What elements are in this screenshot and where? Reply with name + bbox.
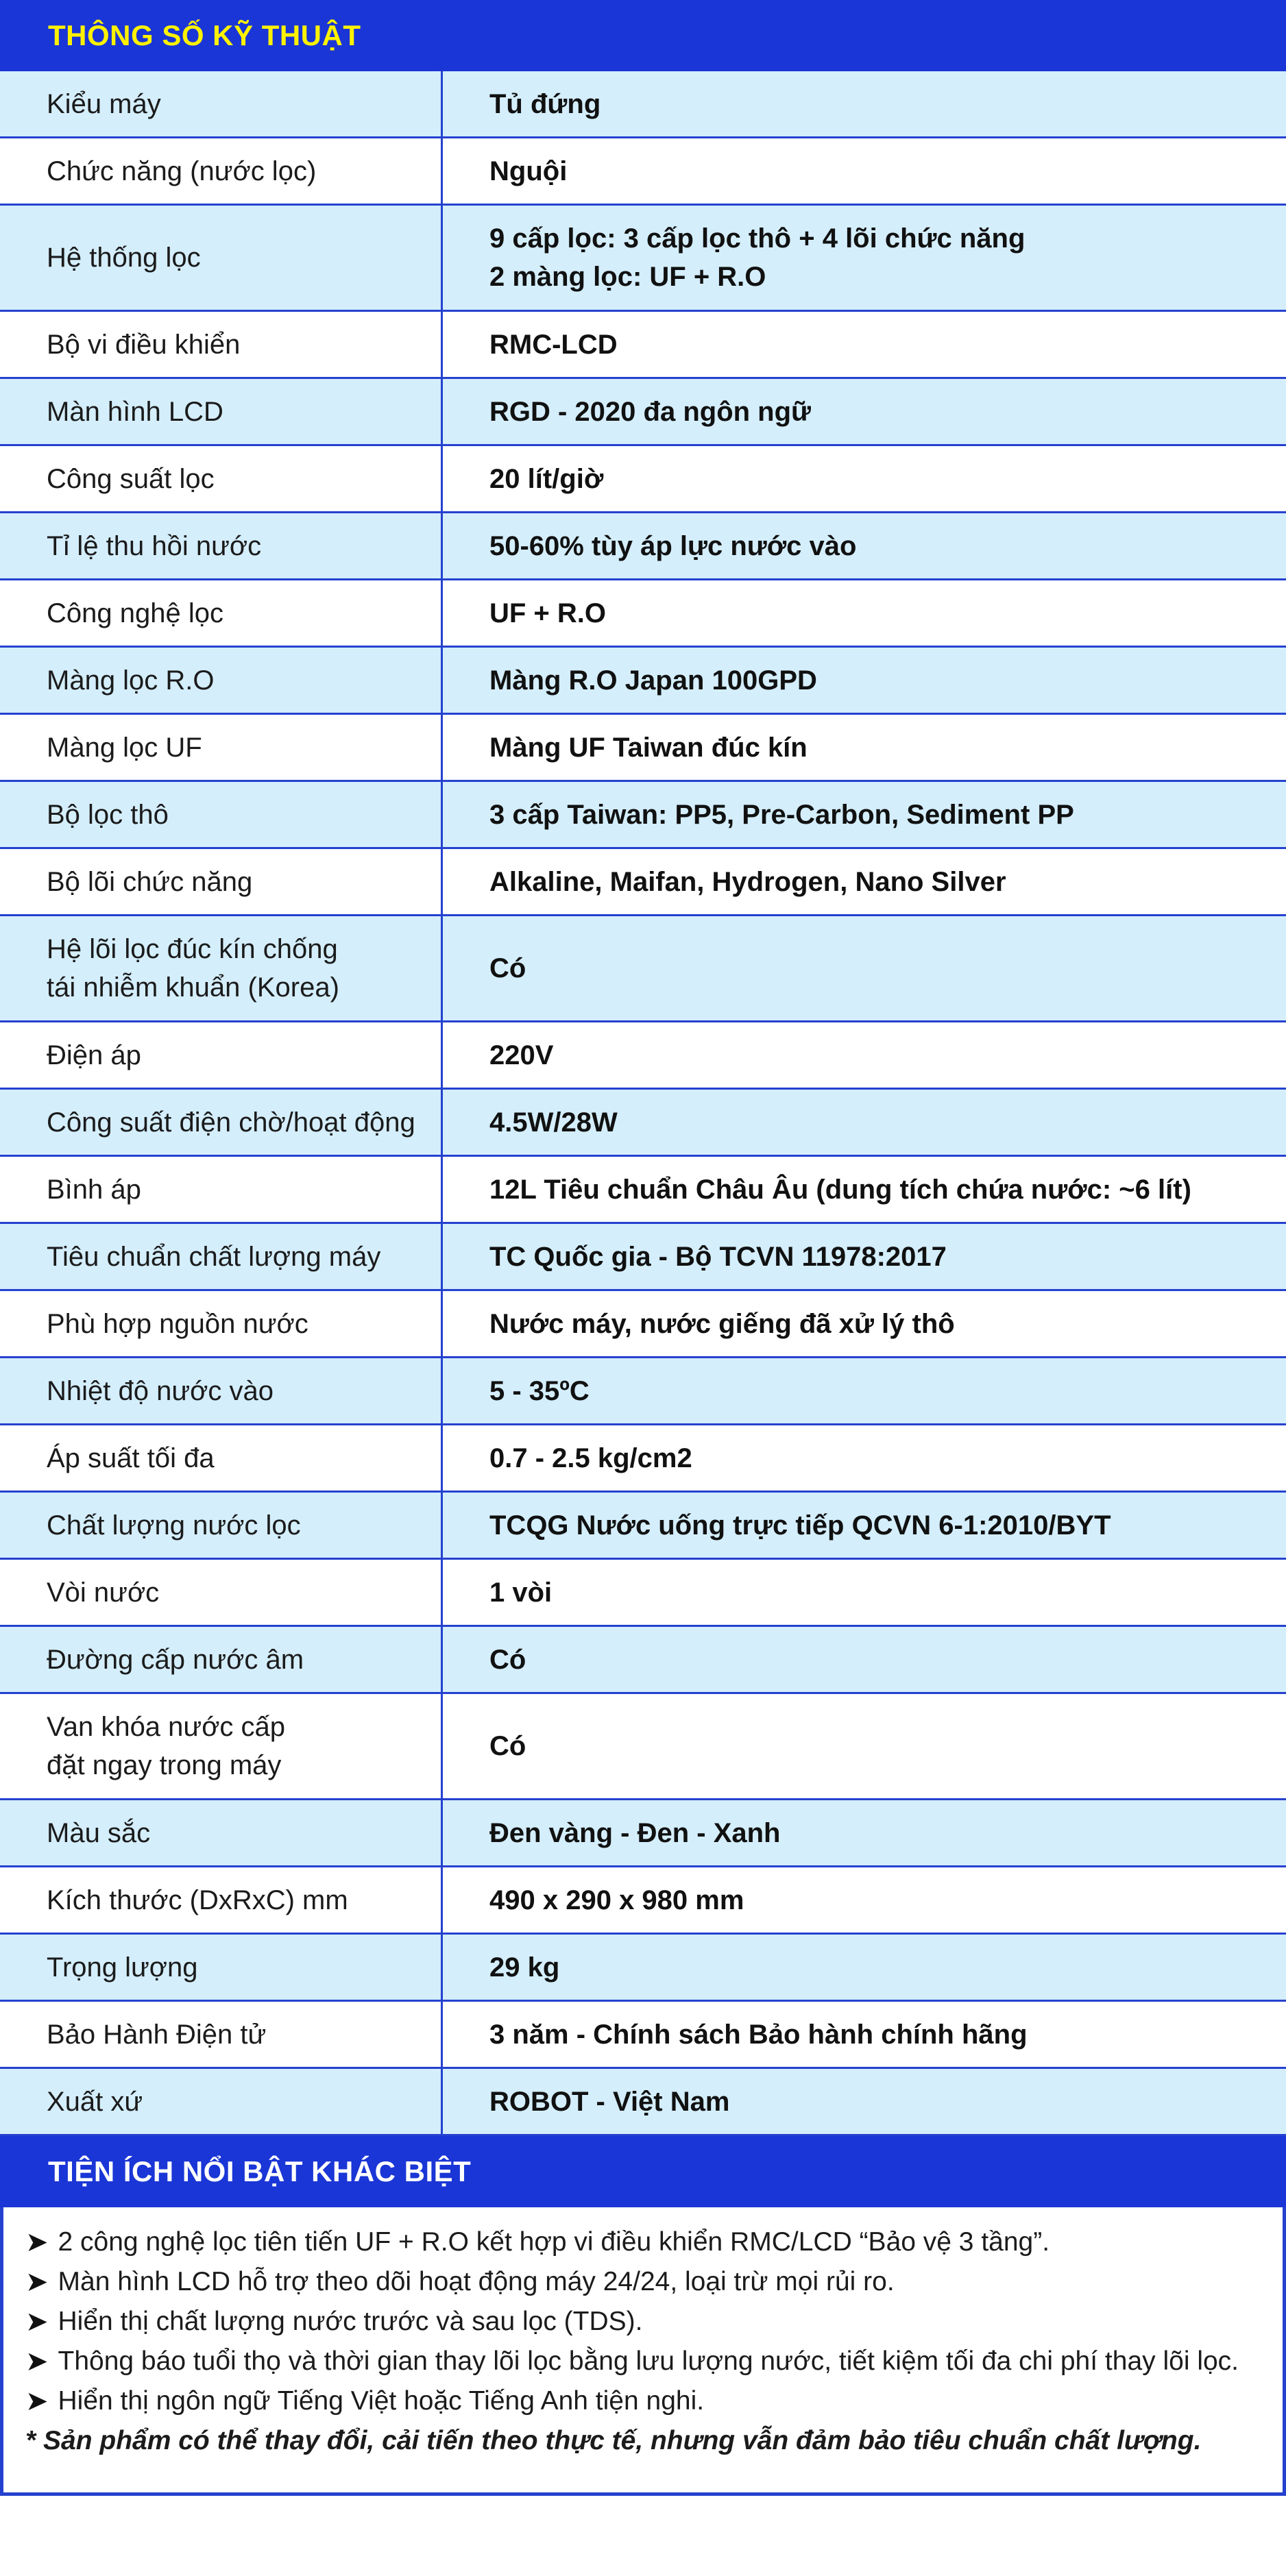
feature-text: 2 công nghệ lọc tiên tiến UF + R.O kết hợp vi điều khiển RMC/LCD “Bảo vệ 3 tầng”. bbox=[58, 2227, 1050, 2257]
table-row bbox=[0, 2001, 1286, 2068]
specs-table bbox=[0, 71, 1286, 2136]
table-row bbox=[0, 445, 1286, 513]
table-row bbox=[0, 71, 1286, 138]
spec-value: Tủ đứng bbox=[442, 71, 1286, 138]
table-row bbox=[0, 848, 1286, 916]
spec-value: 220V bbox=[442, 1022, 1286, 1089]
spec-value: Alkaline, Maifan, Hydrogen, Nano Silver bbox=[442, 848, 1286, 916]
table-row bbox=[0, 714, 1286, 781]
spec-value: Màng R.O Japan 100GPD bbox=[442, 647, 1286, 714]
list-item bbox=[25, 2302, 1283, 2342]
spec-label: Van khóa nước cấp đặt ngay trong máy bbox=[0, 1693, 442, 1800]
spec-label: Điện áp bbox=[0, 1022, 442, 1089]
spec-value: 50-60% tùy áp lực nước vào bbox=[442, 513, 1286, 580]
specs-header bbox=[0, 0, 1286, 71]
table-row bbox=[0, 1089, 1286, 1156]
spec-label: Màng lọc R.O bbox=[0, 647, 442, 714]
spec-label: Áp suất tối đa bbox=[0, 1425, 442, 1492]
spec-value: TC Quốc gia - Bộ TCVN 11978:2017 bbox=[442, 1223, 1286, 1290]
disclaimer-note: * Sản phẩm có thể thay đổi, cải tiến theo thực tế, nhưng vẫn đảm bảo tiêu chuẩn chất lượng. bbox=[25, 2426, 1202, 2455]
spec-value: 3 năm - Chính sách Bảo hành chính hãng bbox=[442, 2001, 1286, 2068]
table-row bbox=[0, 1867, 1286, 1934]
features-list bbox=[0, 2207, 1286, 2496]
table-row bbox=[0, 1934, 1286, 2001]
spec-label: Hệ thống lọc bbox=[0, 205, 442, 311]
arrowhead-right-icon: ➤ bbox=[25, 2385, 49, 2417]
spec-value: 490 x 290 x 980 mm bbox=[442, 1867, 1286, 1934]
spec-label: Chất lượng nước lọc bbox=[0, 1492, 442, 1559]
spec-label: Màng lọc UF bbox=[0, 714, 442, 781]
spec-value: Đen vàng - Đen - Xanh bbox=[442, 1800, 1286, 1867]
spec-label: Đường cấp nước âm bbox=[0, 1626, 442, 1693]
table-row bbox=[0, 311, 1286, 378]
list-item bbox=[25, 2262, 1283, 2302]
arrowhead-right-icon: ➤ bbox=[25, 2266, 49, 2298]
spec-value: 0.7 - 2.5 kg/cm2 bbox=[442, 1425, 1286, 1492]
spec-value: RMC-LCD bbox=[442, 311, 1286, 378]
spec-label: Nhiệt độ nước vào bbox=[0, 1358, 442, 1425]
table-row bbox=[0, 138, 1286, 205]
spec-label: Chức năng (nước lọc) bbox=[0, 138, 442, 205]
spec-label: Kích thước (DxRxC) mm bbox=[0, 1867, 442, 1934]
spec-value: Nguội bbox=[442, 138, 1286, 205]
table-row bbox=[0, 1223, 1286, 1290]
table-row bbox=[0, 1156, 1286, 1223]
spec-label: Công nghệ lọc bbox=[0, 580, 442, 647]
table-row bbox=[0, 1425, 1286, 1492]
spec-value: 29 kg bbox=[442, 1934, 1286, 2001]
spec-value: 20 lít/giờ bbox=[442, 445, 1286, 513]
spec-value: 3 cấp Taiwan: PP5, Pre-Carbon, Sediment PP bbox=[442, 781, 1286, 848]
table-row bbox=[0, 647, 1286, 714]
feature-text: Màn hình LCD hỗ trợ theo dõi hoạt động máy 24/24, loại trừ mọi rủi ro. bbox=[58, 2267, 895, 2296]
table-row bbox=[0, 1626, 1286, 1693]
spec-label: Xuất xứ bbox=[0, 2068, 442, 2135]
spec-value: 1 vòi bbox=[442, 1559, 1286, 1626]
spec-label: Bảo Hành Điện tử bbox=[0, 2001, 442, 2068]
spec-label: Công suất điện chờ/hoạt động bbox=[0, 1089, 442, 1156]
table-row bbox=[0, 1022, 1286, 1089]
spec-label: Bộ lọc thô bbox=[0, 781, 442, 848]
arrowhead-right-icon: ➤ bbox=[25, 2346, 49, 2377]
table-row bbox=[0, 781, 1286, 848]
spec-value: 4.5W/28W bbox=[442, 1089, 1286, 1156]
spec-label: Tiêu chuẩn chất lượng máy bbox=[0, 1223, 442, 1290]
arrowhead-right-icon: ➤ bbox=[25, 2227, 49, 2258]
feature-text: Thông báo tuổi thọ và thời gian thay lõi lọc bằng lưu lượng nước, tiết kiệm tối đa chi phí thay lõi lọc. bbox=[58, 2346, 1239, 2376]
list-item bbox=[25, 2222, 1283, 2262]
table-row bbox=[0, 1693, 1286, 1800]
spec-value: 9 cấp lọc: 3 cấp lọc thô + 4 lõi chức năng 2 màng lọc: UF + R.O bbox=[442, 205, 1286, 311]
spec-label: Kiểu máy bbox=[0, 71, 442, 138]
table-row bbox=[0, 1559, 1286, 1626]
spec-value: 5 - 35ºC bbox=[442, 1358, 1286, 1425]
spec-label: Phù hợp nguồn nước bbox=[0, 1290, 442, 1358]
table-row bbox=[0, 1492, 1286, 1559]
specs-title: THÔNG SỐ KỸ THUẬT bbox=[48, 19, 361, 51]
table-row bbox=[0, 1358, 1286, 1425]
spec-value: Màng UF Taiwan đúc kín bbox=[442, 714, 1286, 781]
spec-value: Có bbox=[442, 1626, 1286, 1693]
table-row bbox=[0, 916, 1286, 1022]
table-row bbox=[0, 1290, 1286, 1358]
feature-text: Hiển thị chất lượng nước trước và sau lọc (TDS). bbox=[58, 2307, 643, 2336]
list-item bbox=[25, 2342, 1283, 2381]
table-row bbox=[0, 513, 1286, 580]
spec-value: Có bbox=[442, 916, 1286, 1022]
spec-label: Vòi nước bbox=[0, 1559, 442, 1626]
table-row bbox=[0, 378, 1286, 445]
spec-value: 12L Tiêu chuẩn Châu Âu (dung tích chứa nước: ~6 lít) bbox=[442, 1156, 1286, 1223]
spec-value: Nước máy, nước giếng đã xử lý thô bbox=[442, 1290, 1286, 1358]
spec-label: Bộ vi điều khiển bbox=[0, 311, 442, 378]
spec-value: RGD - 2020 đa ngôn ngữ bbox=[442, 378, 1286, 445]
spec-label: Tỉ lệ thu hồi nước bbox=[0, 513, 442, 580]
spec-label: Hệ lõi lọc đúc kín chống tái nhiễm khuẩn (Korea) bbox=[0, 916, 442, 1022]
arrowhead-right-icon: ➤ bbox=[25, 2306, 49, 2338]
table-row bbox=[0, 580, 1286, 647]
table-row bbox=[0, 1800, 1286, 1867]
spec-label: Bình áp bbox=[0, 1156, 442, 1223]
spec-label: Bộ lõi chức năng bbox=[0, 848, 442, 916]
feature-text: Hiển thị ngôn ngữ Tiếng Việt hoặc Tiếng Anh tiện nghi. bbox=[58, 2386, 705, 2416]
spec-label: Màn hình LCD bbox=[0, 378, 442, 445]
spec-label: Màu sắc bbox=[0, 1800, 442, 1867]
spec-value: Có bbox=[442, 1693, 1286, 1800]
table-row bbox=[0, 2068, 1286, 2135]
spec-value: ROBOT - Việt Nam bbox=[442, 2068, 1286, 2135]
features-header bbox=[0, 2136, 1286, 2207]
spec-label: Công suất lọc bbox=[0, 445, 442, 513]
spec-value: UF + R.O bbox=[442, 580, 1286, 647]
list-item bbox=[25, 2381, 1283, 2421]
table-row bbox=[0, 205, 1286, 311]
spec-value: TCQG Nước uống trực tiếp QCVN 6-1:2010/BYT bbox=[442, 1492, 1286, 1559]
features-title: TIỆN ÍCH NỔI BẬT KHÁC BIỆT bbox=[48, 2155, 472, 2187]
spec-label: Trọng lượng bbox=[0, 1934, 442, 2001]
